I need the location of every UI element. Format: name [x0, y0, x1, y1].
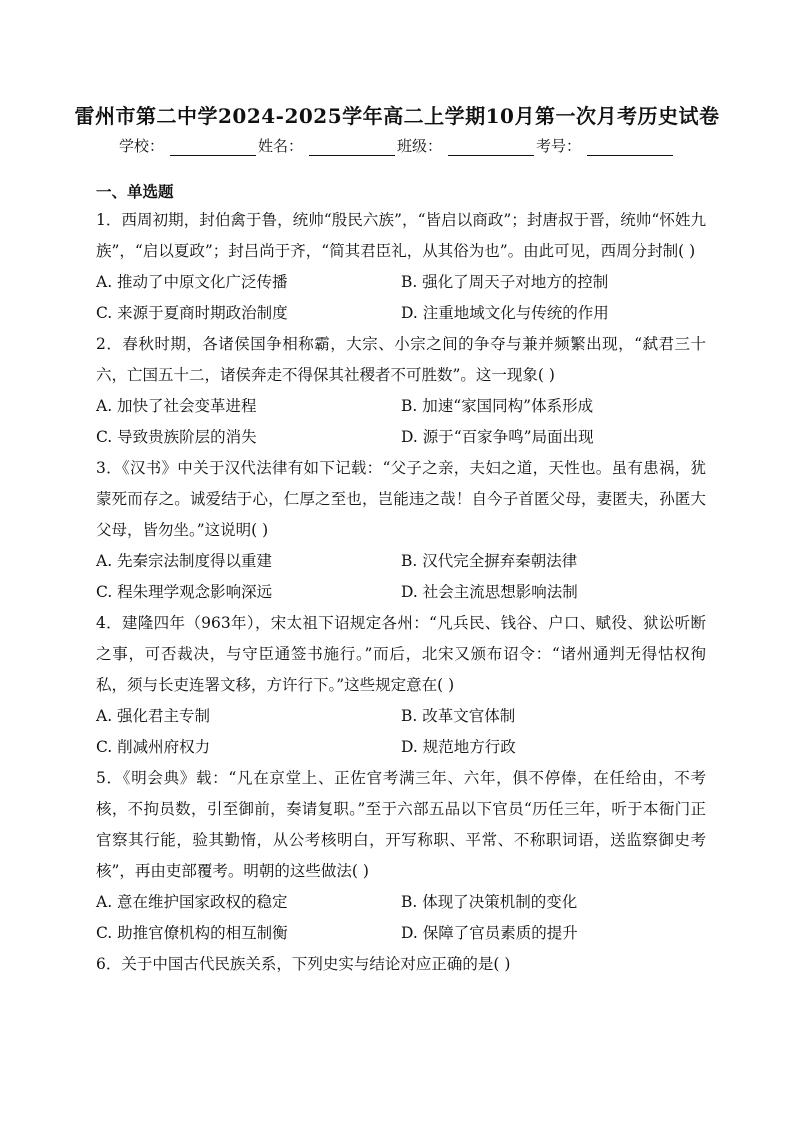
option-b: B. 体现了决策机制的变化 — [401, 893, 578, 911]
student-info-row — [0, 135, 794, 156]
option-a: A. 强化君主专制 — [96, 707, 211, 725]
option-list — [96, 267, 706, 329]
option-list — [96, 701, 706, 763]
school-blank — [170, 137, 256, 156]
option-c: C. 削减州府权力 — [96, 738, 211, 756]
class-blank — [448, 137, 534, 156]
question-5 — [96, 763, 706, 949]
option-c: C. 助推官僚机构的相互制衡 — [96, 924, 288, 942]
question-stem: 1．西周初期，封伯禽于鲁，统帅“殷民六族”，“皆启以商政”；封唐叔于晋，统帅“怀姓九族”，“启以夏政”；封吕尚于齐，“简其君臣礼，从其俗为也”。由此可见，西周分封制( ) — [96, 211, 706, 260]
class-label: 班级： — [397, 137, 443, 155]
question-6 — [96, 949, 706, 980]
option-a: A. 先秦宗法制度得以重建 — [96, 552, 273, 570]
question-4 — [96, 608, 706, 763]
section-heading: 一、单选题 — [96, 182, 174, 201]
school-label: 学校： — [118, 137, 164, 155]
option-b: B. 加速“家国同构”体系形成 — [401, 397, 594, 415]
name-label: 姓名： — [257, 137, 303, 155]
option-a: A. 意在维护国家政权的稳定 — [96, 893, 288, 911]
option-b: B. 汉代完全摒弃秦朝法律 — [401, 552, 578, 570]
option-c: C. 来源于夏商时期政治制度 — [96, 304, 288, 322]
option-list — [96, 391, 706, 453]
option-d: D. 注重地域文化与传统的作用 — [401, 304, 609, 322]
option-list — [96, 887, 706, 949]
question-3 — [96, 453, 706, 608]
exam-title: 雷州市第二中学2024-2025学年高二上学期10月第一次月考历史试卷 — [74, 104, 720, 128]
question-2 — [96, 329, 706, 453]
question-stem: 2．春秋时期，各诸侯国争相称霸，大宗、小宗之间的争夺与兼并频繁出现，“弑君三十六，亡国五十二，诸侯奔走不得保其社稷者不可胜数”。这一现象( ) — [96, 335, 706, 384]
name-blank — [309, 137, 395, 156]
school-field — [119, 135, 258, 156]
exam-number-label: 考号： — [536, 137, 582, 155]
question-stem: 6．关于中国古代民族关系，下列史实与结论对应正确的是( ) — [96, 955, 511, 973]
option-b: B. 改革文官体制 — [401, 707, 516, 725]
question-stem: 3．《汉书》中关于汉代法律有如下记载：“父子之亲，夫妇之道，天性也。虽有患祸，犹蒙死而存之。诚爱结于心，仁厚之至也，岂能违之哉！自今子首匿父母，妻匿夫，孙匿大父母，皆勿坐。”这说明( ) — [96, 459, 706, 539]
exam-number-field — [536, 135, 675, 156]
option-d: D. 社会主流思想影响法制 — [401, 583, 578, 601]
option-a: A. 推动了中原文化广泛传播 — [96, 273, 288, 291]
class-field — [397, 135, 536, 156]
question-stem: 5．《明会典》载：“凡在京堂上、正佐官考满三年、六年，俱不停俸，在任给由，不考核，不拘员数，引至御前，奏请复职。”至于六部五品以下官员“历任三年，听于本衙门正官察其行能，验其勤惰，从公考核明白，开写称职、平常、不称职词语，送监察御史考核”，再由吏部覆考。明朝的这些做法( ) — [96, 769, 706, 880]
option-d: D. 规范地方行政 — [401, 738, 516, 756]
option-c: C. 导致贵族阶层的消失 — [96, 428, 257, 446]
option-b: B. 强化了周天子对地方的控制 — [401, 273, 609, 291]
exam-number-blank — [587, 137, 673, 156]
name-field — [258, 135, 397, 156]
option-d: D. 源于“百家争鸣”局面出现 — [401, 428, 594, 446]
question-1 — [96, 205, 706, 329]
question-stem: 4．建隆四年（963年），宋太祖下诏规定各州：“凡兵民、钱谷、户口、赋役、狱讼听断之事，可否裁决，与守臣通签书施行。”而后，北宋又颁布诏令：“诸州通判无得怙权徇私，须与长吏连署文移，方许行下。”这些规定意在( ) — [96, 614, 706, 694]
option-c: C. 程朱理学观念影响深远 — [96, 583, 273, 601]
option-a: A. 加快了社会变革进程 — [96, 397, 257, 415]
question-list — [96, 205, 706, 980]
option-d: D. 保障了官员素质的提升 — [401, 924, 578, 942]
option-list — [96, 546, 706, 608]
